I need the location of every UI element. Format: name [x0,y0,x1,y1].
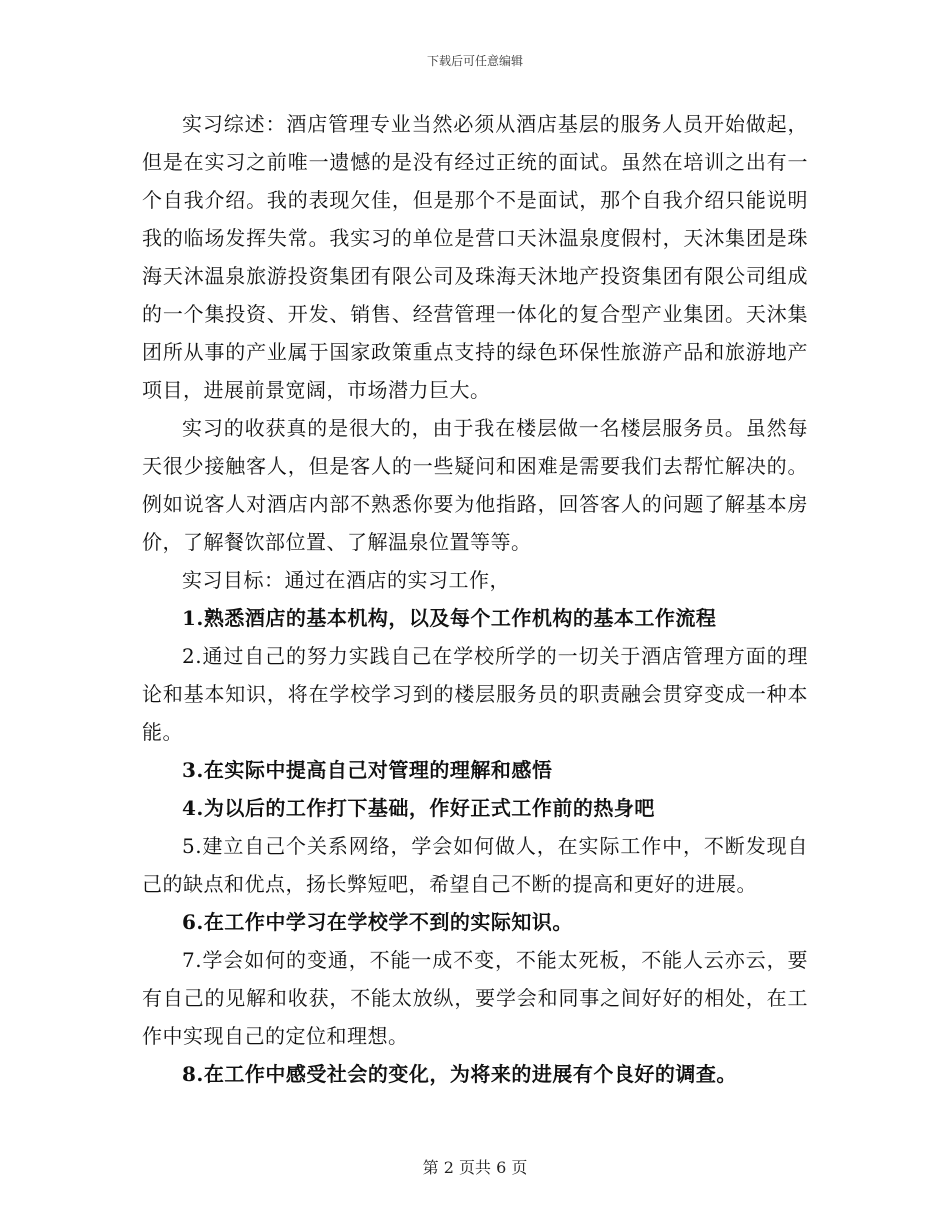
goal-item-7: 7.学会如何的变通，不能一成不变，不能太死板，不能人云亦云，要有自己的见解和收获，不能太放纵，要学会和同事之间好好的相处，在工作中实现自己的定位和理想。 [142,948,808,1048]
paragraph-goals-intro: 实习目标：通过在酒店的实习工作， [182,568,510,592]
document-body [142,105,808,1093]
goal-item-8: 8.在工作中感受社会的变化，为将来的进展有个良好的调查。 [182,1062,737,1086]
goal-item-4: 4.为以后的工作打下基础，作好正式工作前的热身吧 [182,796,655,820]
goal-item-6: 6.在工作中学习在学校学不到的实际知识。 [182,910,573,934]
page-footer: 第 2 页共 6 页 [422,1158,528,1177]
goal-item-5: 5.建立自己个关系网络，学会如何做人，在实际工作中，不断发现自己的缺点和优点，扬长弊短吧，希望自己不断的提高和更好的进展。 [142,834,808,896]
goal-item-2: 2.通过自己的努力实践自己在学校所学的一切关于酒店管理方面的理论和基本知识，将在学校学习到的楼层服务员的职责融会贯穿变成一种本能。 [142,644,808,744]
paragraph-summary: 实习综述：酒店管理专业当然必须从酒店基层的服务人员开始做起，但是在实习之前唯一遗憾的是没有经过正统的面试。虽然在培训之出有一个自我介绍。我的表现欠佳，但是那个不是面试，那个自我介绍只能说明我的临场发挥失常。我实习的单位是营口天沐温泉度假村，天沐集团是珠海天沐温泉旅游投资集团有限公司及珠海天沐地产投资集团有限公司组成的一个集投资、开发、销售、经营管理一体化的复合型产业集团。天沐集团所从事的产业属于国家政策重点支持的绿色环保性旅游产品和旅游地产项目，进展前景宽阔，市场潜力巨大。 [142,112,808,402]
goal-item-3: 3.在实际中提高自己对管理的理解和感悟 [182,758,553,782]
goal-item-1: 1.熟悉酒店的基本机构，以及每个工作机构的基本工作流程 [182,606,717,630]
paragraph-gains: 实习的收获真的是很大的，由于我在楼层做一名楼层服务员。虽然每天很少接触客人，但是客人的一些疑问和困难是需要我们去帮忙解决的。例如说客人对酒店内部不熟悉你要为他指路，回答客人的问题了解基本房价，了解餐饮部位置、了解温泉位置等等。 [142,416,808,554]
page-header: 下载后可任意编辑 [426,54,523,68]
